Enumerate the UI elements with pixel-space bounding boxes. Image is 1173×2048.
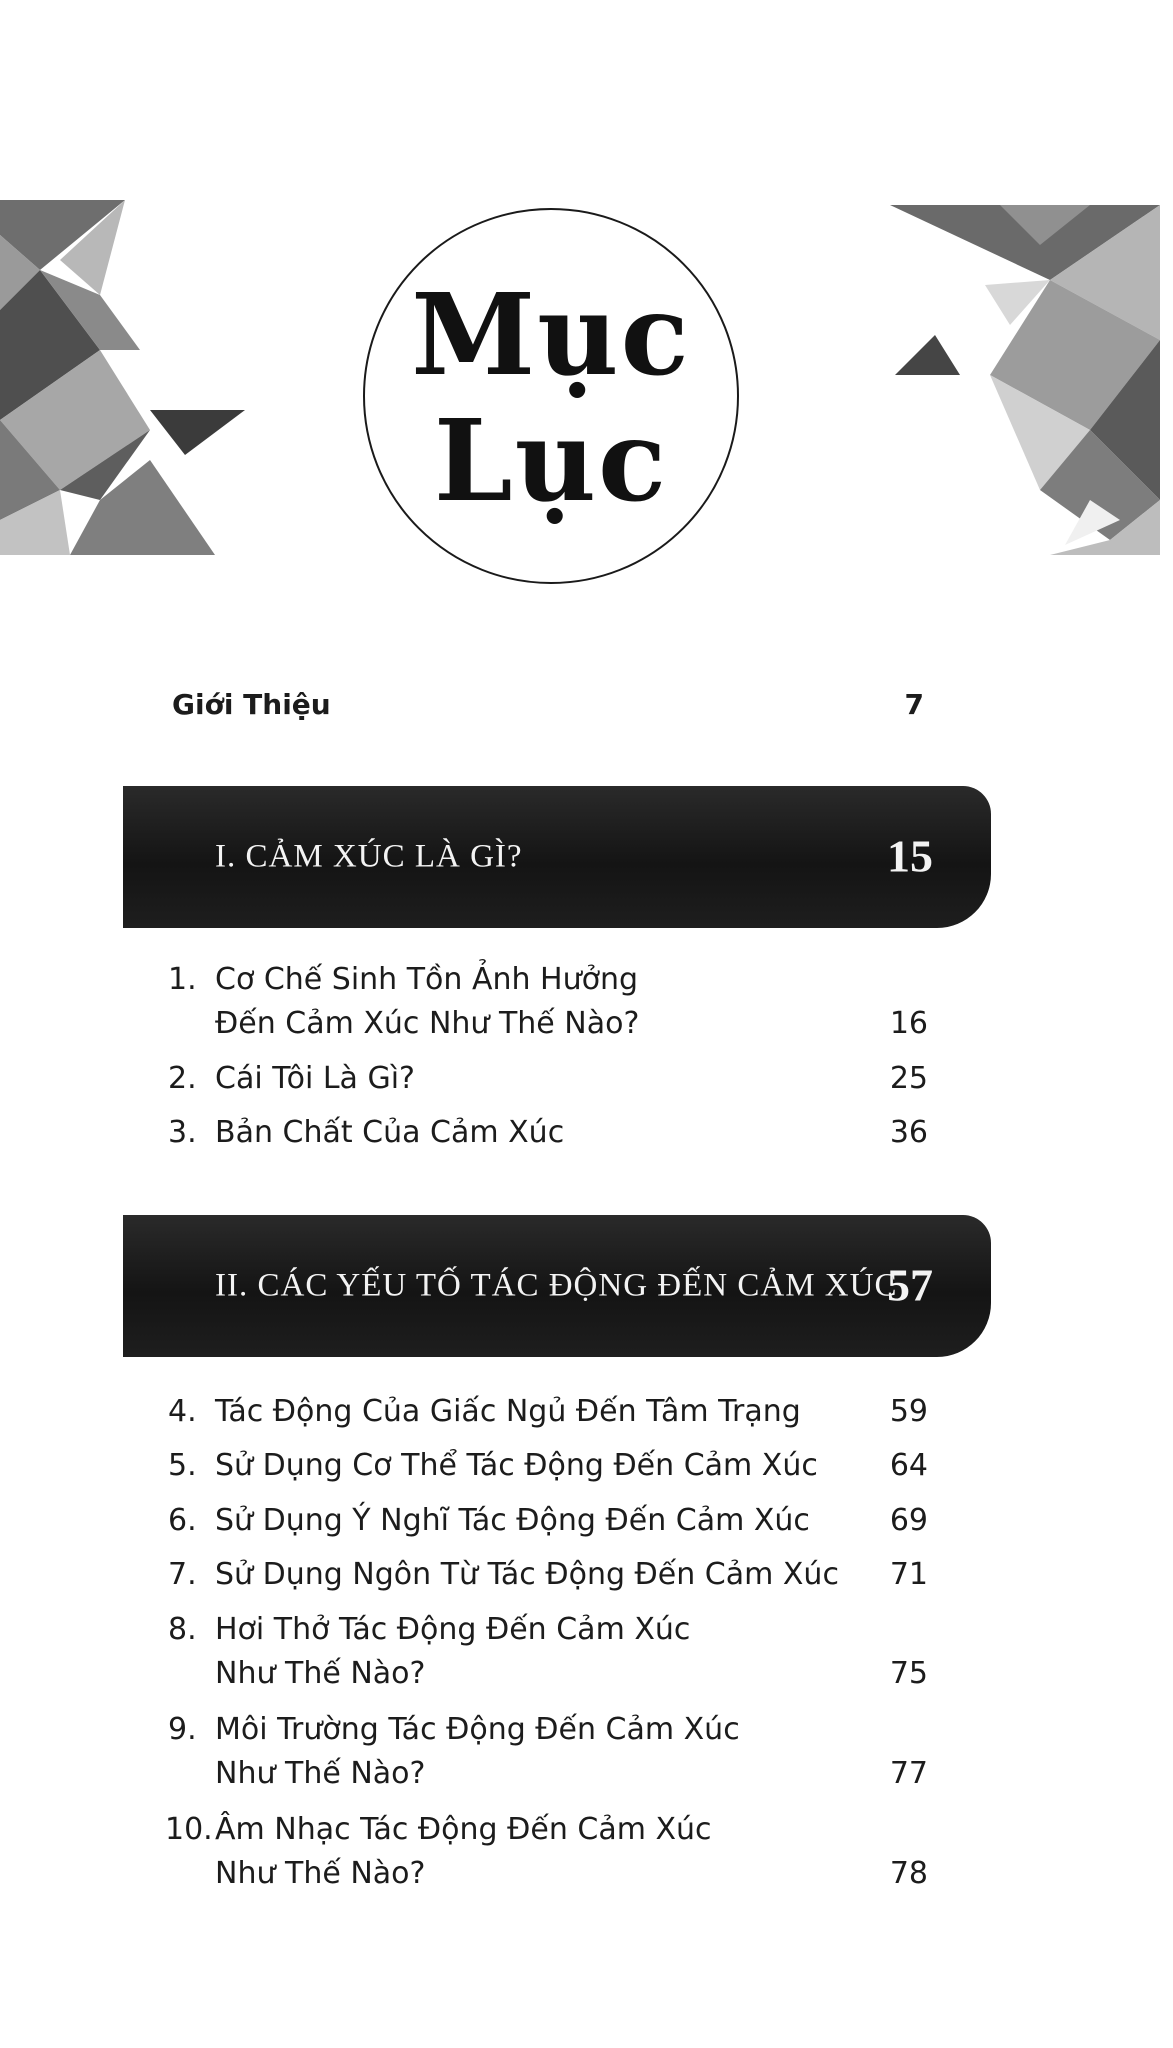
toc-entry-page: 77 xyxy=(889,1756,928,1791)
toc-entry-number: 10. xyxy=(165,1812,213,1847)
toc-entry-page: 69 xyxy=(889,1503,928,1538)
toc-entry-title: Môi Trường Tác Động Đến Cảm Xúc xyxy=(215,1712,740,1747)
toc-entry-title-continued: Đến Cảm Xúc Như Thế Nào? xyxy=(215,1006,640,1041)
title-circle xyxy=(363,208,739,584)
toc-entry-page: 36 xyxy=(889,1115,928,1150)
section-page: 15 xyxy=(887,830,933,882)
toc-entry-number: 6. xyxy=(168,1503,197,1538)
toc-entry-title: Sử Dụng Ngôn Từ Tác Động Đến Cảm Xúc xyxy=(215,1557,839,1592)
toc-entry-title: Âm Nhạc Tác Động Đến Cảm Xúc xyxy=(215,1812,712,1847)
toc-entry-title: Sử Dụng Ý Nghĩ Tác Động Đến Cảm Xúc xyxy=(215,1503,810,1538)
section-title: II. CÁC YẾU TỐ TÁC ĐỘNG ĐẾN CẢM XÚC xyxy=(215,1267,898,1304)
toc-entry-number: 1. xyxy=(168,962,197,997)
toc-entry-number: 2. xyxy=(168,1061,197,1096)
toc-entry-page: 64 xyxy=(889,1448,928,1483)
toc-entry-title-continued: Như Thế Nào? xyxy=(215,1656,426,1691)
toc-entry-number: 8. xyxy=(168,1612,197,1647)
toc-entry-title: Sử Dụng Cơ Thể Tác Động Đến Cảm Xúc xyxy=(215,1448,818,1483)
toc-entry-title: Bản Chất Của Cảm Xúc xyxy=(215,1115,565,1150)
section-header-2[interactable] xyxy=(123,1215,991,1357)
toc-entry-number: 5. xyxy=(168,1448,197,1483)
toc-entry-number: 7. xyxy=(168,1557,197,1592)
section-page: 57 xyxy=(887,1259,933,1311)
toc-entry-title: Tác Động Của Giấc Ngủ Đến Tâm Trạng xyxy=(215,1394,801,1429)
toc-entry-title: Cái Tôi Là Gì? xyxy=(215,1061,415,1096)
toc-intro-row[interactable] xyxy=(172,688,932,721)
toc-entry-page: 71 xyxy=(889,1557,928,1592)
toc-entry-page: 25 xyxy=(889,1061,928,1096)
title-line-2: Lục xyxy=(433,396,669,527)
toc-intro-label: Giới Thiệu xyxy=(172,688,331,721)
toc-entry-title-continued: Như Thế Nào? xyxy=(215,1856,426,1891)
title-line-1: Mục xyxy=(411,270,691,401)
toc-entry-number: 4. xyxy=(168,1394,197,1429)
section-header-1[interactable] xyxy=(123,786,991,928)
geometric-triangles-right-decoration xyxy=(890,200,1160,560)
toc-entry-page: 75 xyxy=(889,1656,928,1691)
toc-entry-title: Hơi Thở Tác Động Đến Cảm Xúc xyxy=(215,1612,691,1647)
section-title: I. CẢM XÚC LÀ GÌ? xyxy=(215,838,523,875)
toc-entry-page: 78 xyxy=(889,1856,928,1891)
toc-entry-title: Cơ Chế Sinh Tồn Ảnh Hưởng xyxy=(215,962,639,997)
toc-intro-page: 7 xyxy=(904,688,924,721)
toc-entry-number: 3. xyxy=(168,1115,197,1150)
toc-entry-page: 16 xyxy=(889,1006,928,1041)
geometric-triangles-left-decoration xyxy=(0,200,250,560)
toc-entry-number: 9. xyxy=(168,1712,197,1747)
toc-entry-title-continued: Như Thế Nào? xyxy=(215,1756,426,1791)
toc-entry-page: 59 xyxy=(889,1394,928,1429)
